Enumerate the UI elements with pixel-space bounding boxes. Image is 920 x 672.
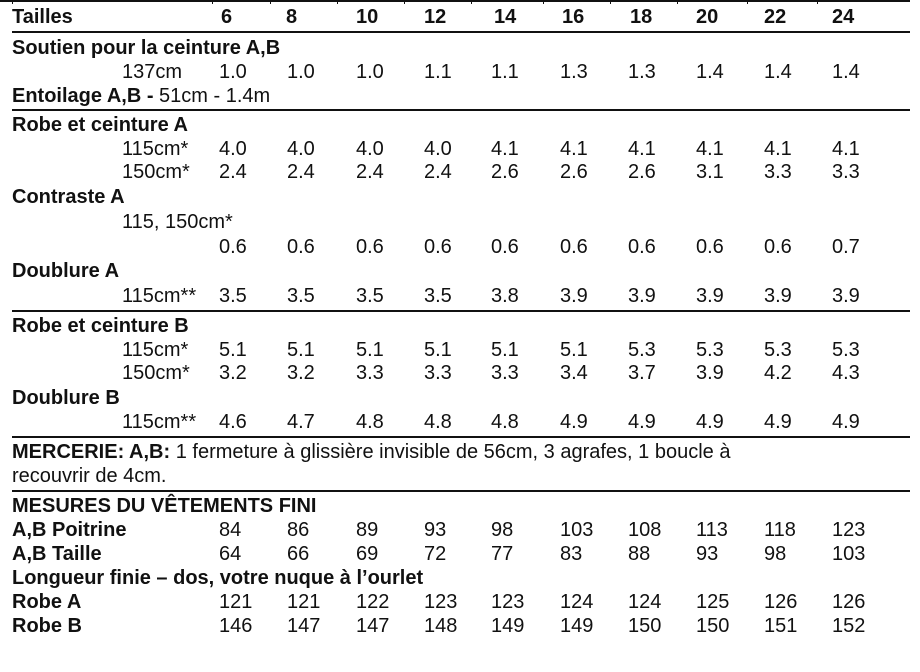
yardage-value: 3.9 [628,285,656,307]
measure-value: 150 [628,615,662,637]
tick-mark [337,0,338,4]
measure-value: 124 [560,591,594,613]
measure-value: 152 [832,615,866,637]
measure-label-poitrine: A,B Poitrine [12,519,127,541]
yardage-value: 4.9 [696,411,724,433]
mercerie-text [12,440,892,464]
yardage-value: 1.4 [764,61,792,83]
yardage-value: 4.9 [628,411,656,433]
yardage-value: 4.8 [491,411,519,433]
yardage-value: 0.6 [424,236,452,258]
yardage-value: 3.3 [764,161,792,183]
size-header: 18 [630,6,653,28]
yardage-value: 3.9 [696,285,724,307]
yardage-value: 2.4 [424,161,452,183]
fabric-width: 115cm** [122,411,197,433]
fabric-width: 115, 150cm* [122,211,233,233]
measure-value: 149 [491,615,525,637]
entoilage-line [12,84,270,108]
yardage-value: 1.3 [628,61,656,83]
section-divider [12,310,910,312]
yardage-value: 3.8 [491,285,519,307]
yardage-value: 0.7 [832,236,860,258]
tick-mark [270,0,271,4]
size-header: 16 [562,6,585,28]
section-title-robe-b: Robe et ceinture B [12,315,189,337]
size-header-row [0,0,910,34]
yardage-value: 3.7 [628,362,656,384]
size-header: 14 [494,6,517,28]
mercerie-line2: recouvrir de 4cm. [12,465,167,487]
yardage-value: 2.4 [287,161,315,183]
yardage-value: 3.1 [696,161,724,183]
yardage-value: 0.6 [560,236,588,258]
measure-value: 126 [764,591,798,613]
measure-value: 118 [764,519,796,541]
measure-label-robe-b: Robe B [12,615,82,637]
yardage-value: 3.3 [491,362,519,384]
measure-value: 151 [764,615,798,637]
tick-mark [212,0,213,4]
tick-mark [471,0,472,4]
section-divider [12,31,910,33]
yardage-value: 3.3 [356,362,384,384]
yardage-value: 2.6 [491,161,519,183]
yardage-value: 5.3 [628,339,656,361]
yardage-value: 3.9 [764,285,792,307]
tick-mark [610,0,611,4]
measure-value: 93 [696,543,719,565]
size-header: 12 [424,6,447,28]
yardage-value: 3.9 [560,285,588,307]
yardage-value: 0.6 [764,236,792,258]
fabric-width: 137cm [122,61,183,83]
yardage-value: 4.1 [696,138,724,160]
yardage-value: 3.3 [832,161,860,183]
measure-value: 123 [424,591,458,613]
measure-value: 121 [287,591,321,613]
tailles-label: Tailles [12,6,73,28]
measure-value: 124 [628,591,662,613]
tick-mark [747,0,748,4]
measure-value: 146 [219,615,253,637]
entoilage-detail: 51cm - 1.4m [159,85,271,107]
measure-value: 69 [356,543,379,565]
tick-mark [12,0,13,4]
section-title-mesures: MESURES DU VÊTEMENTS FINI [12,495,317,517]
yardage-value: 5.1 [491,339,519,361]
yardage-value: 4.0 [356,138,384,160]
yardage-value: 4.8 [356,411,384,433]
yardage-value: 1.1 [424,61,452,83]
yardage-value: 5.1 [356,339,384,361]
yardage-value: 4.9 [832,411,860,433]
measure-value: 108 [628,519,662,541]
size-header: 22 [764,6,787,28]
mercerie-line1: 1 fermeture à glissière invisible de 56cm, 3 agrafes, 1 boucle à [170,441,731,463]
section-title-doublure-a: Doublure A [12,260,120,282]
yardage-value: 2.4 [219,161,247,183]
section-divider [12,490,910,492]
yardage-value: 0.6 [628,236,656,258]
measure-value: 72 [424,543,447,565]
measure-value: 86 [287,519,310,541]
top-border [0,0,910,2]
fabric-width: 115cm** [122,285,197,307]
measure-value: 64 [219,543,242,565]
measure-value: 125 [696,591,730,613]
section-title-soutien: Soutien pour la ceinture A,B [12,37,281,59]
section-title-doublure-b: Doublure B [12,387,120,409]
yardage-value: 2.6 [560,161,588,183]
yardage-value: 3.5 [356,285,384,307]
size-header: 10 [356,6,379,28]
yardage-value: 1.0 [356,61,384,83]
measure-value: 121 [219,591,253,613]
yardage-value: 3.2 [287,362,315,384]
entoilage-title: Entoilage A,B - [12,85,160,107]
yardage-value: 4.7 [287,411,315,433]
measure-value: 123 [832,519,866,541]
measure-value: 83 [560,543,583,565]
yardage-value: 4.0 [424,138,452,160]
yardage-value: 4.1 [832,138,860,160]
fabric-width: 115cm* [122,339,189,361]
yardage-value: 0.6 [696,236,724,258]
tick-mark [404,0,405,4]
yardage-value: 2.4 [356,161,384,183]
yardage-value: 4.3 [832,362,860,384]
yardage-value: 3.4 [560,362,588,384]
yardage-value: 1.4 [696,61,724,83]
yardage-value: 1.3 [560,61,588,83]
size-header: 20 [696,6,719,28]
measure-value: 84 [219,519,242,541]
measure-label-taille: A,B Taille [12,543,102,565]
size-header: 24 [832,6,855,28]
mercerie-label: MERCERIE: A,B: [12,441,171,463]
fabric-width: 150cm* [122,161,190,183]
measure-value: 103 [832,543,866,565]
yardage-value: 5.1 [287,339,315,361]
fabric-width: 150cm* [122,362,190,384]
measure-value: 148 [424,615,458,637]
yardage-value: 4.1 [628,138,656,160]
section-divider [12,109,910,111]
size-header: 8 [286,6,298,28]
measure-value: 149 [560,615,594,637]
yardage-value: 1.0 [287,61,315,83]
yardage-value: 2.6 [628,161,656,183]
measure-value: 150 [696,615,730,637]
yardage-value: 4.9 [560,411,588,433]
tick-mark [543,0,544,4]
yardage-value: 1.1 [491,61,519,83]
yardage-value: 4.8 [424,411,452,433]
measure-value: 98 [491,519,514,541]
yardage-value: 4.2 [764,362,792,384]
yardage-value: 4.9 [764,411,792,433]
yardage-value: 5.1 [424,339,452,361]
measure-value: 126 [832,591,866,613]
yardage-value: 3.5 [219,285,247,307]
yardage-value: 3.3 [424,362,452,384]
measure-value: 66 [287,543,310,565]
yardage-value: 5.3 [832,339,860,361]
measure-value: 77 [491,543,514,565]
section-title-robe-a: Robe et ceinture A [12,114,188,136]
yardage-value: 3.9 [696,362,724,384]
yardage-value: 4.6 [219,411,247,433]
yardage-value: 5.3 [696,339,724,361]
measure-value: 98 [764,543,787,565]
yardage-value: 3.5 [287,285,315,307]
measure-value: 88 [628,543,651,565]
yardage-value: 0.6 [356,236,384,258]
measure-value: 103 [560,519,594,541]
measure-value: 89 [356,519,379,541]
yardage-value: 4.0 [219,138,247,160]
yardage-value: 3.9 [832,285,860,307]
yardage-value: 3.5 [424,285,452,307]
yardage-value: 4.0 [287,138,315,160]
section-divider [12,436,910,438]
measure-value: 113 [696,519,728,541]
yardage-value: 1.0 [219,61,247,83]
size-header: 6 [221,6,233,28]
longueur-title: Longueur finie – dos, votre nuque à l’ourlet [12,567,424,589]
section-title-contraste-a: Contraste A [12,186,125,208]
yardage-value: 0.6 [491,236,519,258]
tick-mark [817,0,818,4]
measure-value: 123 [491,591,525,613]
measure-value: 147 [287,615,321,637]
measure-value: 147 [356,615,390,637]
yardage-value: 5.3 [764,339,792,361]
measure-label-robe-a: Robe A [12,591,82,613]
measure-value: 93 [424,519,447,541]
yardage-value: 1.4 [832,61,860,83]
tick-mark [677,0,678,4]
yardage-value: 4.1 [491,138,519,160]
yardage-value: 4.1 [764,138,792,160]
fabric-width: 115cm* [122,138,189,160]
yardage-value: 3.2 [219,362,247,384]
measure-value: 122 [356,591,390,613]
yardage-value: 0.6 [219,236,247,258]
yardage-value: 5.1 [219,339,247,361]
yardage-value: 4.1 [560,138,588,160]
yardage-value: 0.6 [287,236,315,258]
yardage-value: 5.1 [560,339,588,361]
